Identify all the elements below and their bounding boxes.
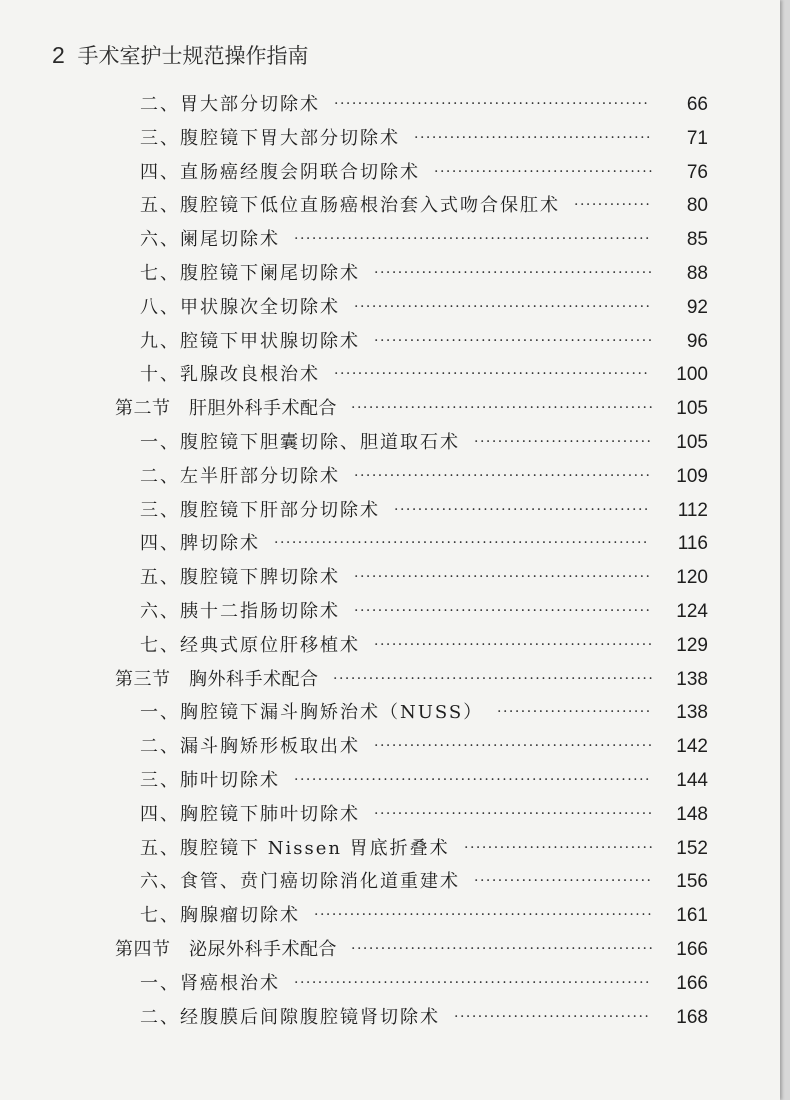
- toc-entry-row[interactable]: [0, 223, 780, 257]
- toc-page-number: 109: [676, 465, 708, 487]
- toc-page-number: 116: [677, 533, 708, 555]
- toc-leader-dots: ····························································: [294, 771, 652, 788]
- toc-entry-title: 八、甲状腺次全切除术: [140, 296, 340, 318]
- toc-entry-title: 六、阑尾切除术: [140, 229, 280, 251]
- toc-leader-dots: ································: [464, 839, 655, 856]
- toc-leader-dots: ···············································: [374, 332, 654, 349]
- toc-entry-title: 三、腹腔镜下肝部分切除术: [140, 499, 380, 521]
- toc-leader-dots: ··················································: [354, 602, 652, 619]
- toc-page-number: 85: [686, 229, 708, 251]
- toc-entry-row[interactable]: [0, 730, 780, 764]
- toc-entry-title: 五、腹腔镜下低位直肠癌根治套入式吻合保肛术: [140, 195, 560, 217]
- toc-entry-title: 三、腹腔镜下胃大部分切除术: [140, 127, 400, 149]
- toc-leader-dots: ···············································: [374, 805, 654, 822]
- toc-entry-title: 二、漏斗胸矫形板取出术: [140, 736, 360, 758]
- toc-page-number: 105: [676, 398, 708, 420]
- toc-entry-row[interactable]: [0, 494, 780, 528]
- toc-page-number: 166: [676, 938, 708, 960]
- toc-entry-row[interactable]: [0, 865, 780, 899]
- toc-entry-title: 二、胃大部分切除术: [140, 94, 320, 115]
- toc-page-number: 144: [676, 769, 708, 791]
- toc-entry-title: 七、腹腔镜下阑尾切除术: [140, 262, 360, 284]
- toc-leader-dots: ···············································: [374, 738, 654, 755]
- toc-entry-title: 九、腔镜下甲状腺切除术: [140, 330, 360, 352]
- toc-leader-dots: ···········································: [394, 501, 650, 518]
- toc-leader-dots: ···············································: [374, 636, 654, 653]
- toc-leader-dots: ·····································: [434, 163, 655, 180]
- toc-section-title: 第二节 肝胆外科手术配合: [115, 398, 337, 420]
- toc-page-number: 138: [676, 702, 708, 724]
- toc-entry-row[interactable]: [0, 967, 780, 1001]
- toc-entry-title: 一、肾癌根治术: [140, 972, 280, 994]
- toc-entry-title: 一、胸腔镜下漏斗胸矫治术（NUSS）: [140, 702, 484, 724]
- toc-section-row[interactable]: [0, 933, 780, 967]
- toc-page-number: 80: [686, 195, 708, 217]
- toc-leader-dots: ··················································: [354, 298, 652, 315]
- toc-entry-title: 五、腹腔镜下脾切除术: [140, 567, 340, 589]
- toc-page-number: 120: [676, 567, 708, 589]
- toc-leader-dots: ······························: [474, 433, 653, 450]
- toc-page-number: 148: [676, 803, 708, 825]
- toc-leader-dots: ···················································: [351, 400, 655, 417]
- toc-page-number: 112: [677, 499, 708, 521]
- toc-leader-dots: ···················································: [351, 940, 655, 957]
- toc-leader-dots: ··················································: [354, 569, 652, 586]
- toc-page-number: 88: [686, 262, 708, 284]
- toc-entry-row[interactable]: [0, 629, 780, 663]
- toc-page-number: 66: [686, 94, 708, 115]
- toc-entry-title: 十、乳腺改良根治术: [140, 364, 320, 386]
- header-book-title: 手术室护士规范操作指南: [77, 44, 309, 68]
- toc-section-row[interactable]: [0, 392, 780, 426]
- toc-page-number: 129: [676, 634, 708, 656]
- toc-page-number: 92: [686, 296, 708, 318]
- toc-page-number: 161: [676, 905, 708, 927]
- toc-page-number: 76: [686, 161, 708, 183]
- toc-entry-title: 三、肺叶切除术: [140, 769, 280, 791]
- header-page-number: 2: [52, 42, 65, 68]
- toc-entry-title: 二、左半肝部分切除术: [140, 465, 340, 487]
- toc-page-number: 96: [686, 330, 708, 352]
- toc-entry-title: 七、胸腺瘤切除术: [140, 905, 300, 927]
- toc-entry-row[interactable]: [0, 122, 780, 156]
- toc-page-number: 142: [676, 736, 708, 758]
- toc-entry-row[interactable]: [0, 527, 780, 561]
- toc-page-number: 168: [676, 1006, 708, 1028]
- toc-entry-title: 二、经腹膜后间隙腹腔镜肾切除术: [140, 1006, 440, 1028]
- toc-page-number: 156: [676, 871, 708, 893]
- toc-entry-row[interactable]: [0, 156, 780, 190]
- toc-section-title: 第三节 胸外科手术配合: [115, 668, 319, 690]
- toc-section-title: 第四节 泌尿外科手术配合: [115, 938, 337, 960]
- toc-section-row[interactable]: [0, 663, 780, 697]
- toc-page-number: 166: [676, 972, 708, 994]
- toc-leader-dots: ·····················································: [334, 96, 650, 112]
- toc-entry-row[interactable]: [0, 595, 780, 629]
- toc-leader-dots: ····························································: [294, 231, 652, 248]
- toc-leader-dots: ···············································: [374, 264, 654, 281]
- toc-entry-title: 五、腹腔镜下 Nissen 胃底折叠术: [140, 837, 450, 859]
- toc-entry-title: 四、直肠癌经腹会阴联合切除术: [140, 161, 420, 183]
- toc-entry-title: 七、经典式原位肝移植术: [140, 634, 360, 656]
- toc-entry-row[interactable]: [0, 899, 780, 933]
- toc-entry-row[interactable]: [0, 426, 780, 460]
- toc-leader-dots: ··························: [497, 704, 652, 721]
- toc-entry-row[interactable]: [0, 325, 780, 359]
- toc-entry-row[interactable]: [0, 561, 780, 595]
- toc-entry-row[interactable]: [0, 189, 780, 223]
- toc-entry-row[interactable]: [0, 1001, 780, 1035]
- toc-page-number: 71: [686, 127, 708, 149]
- toc-leader-dots: ·······························································: [274, 535, 649, 552]
- toc-entry-row[interactable]: [0, 798, 780, 832]
- toc-entry-row[interactable]: [0, 832, 780, 866]
- toc-entry-title: 六、胰十二指肠切除术: [140, 600, 340, 622]
- table-of-contents: [0, 88, 780, 1034]
- toc-leader-dots: ······················································: [333, 670, 655, 687]
- toc-entry-row[interactable]: [0, 358, 780, 392]
- toc-entry-title: 四、脾切除术: [140, 533, 260, 555]
- toc-leader-dots: ··················································: [354, 467, 652, 484]
- toc-entry-row[interactable]: [0, 88, 780, 122]
- toc-page-number: 124: [676, 600, 708, 622]
- toc-entry-row[interactable]: [0, 764, 780, 798]
- toc-leader-dots: ·············: [574, 197, 652, 214]
- toc-page-number: 138: [676, 668, 708, 690]
- toc-entry-row[interactable]: [0, 460, 780, 494]
- toc-entry-row[interactable]: [0, 257, 780, 291]
- toc-entry-title: 四、胸腔镜下肺叶切除术: [140, 803, 360, 825]
- toc-entry-title: 一、腹腔镜下胆囊切除、胆道取石术: [140, 431, 460, 453]
- toc-leader-dots: ·································: [454, 1008, 651, 1025]
- running-header: [52, 40, 308, 70]
- toc-leader-dots: ····························································: [294, 974, 652, 991]
- toc-entry-title: 六、食管、贲门癌切除消化道重建术: [140, 871, 460, 893]
- toc-page-number: 152: [676, 837, 708, 859]
- toc-leader-dots: ·························································: [314, 907, 654, 924]
- toc-leader-dots: ········································: [414, 129, 653, 146]
- toc-entry-row[interactable]: [0, 696, 780, 730]
- toc-leader-dots: ·····················································: [334, 366, 650, 383]
- toc-page-number: 100: [676, 364, 708, 386]
- toc-page-number: 105: [676, 431, 708, 453]
- toc-leader-dots: ······························: [474, 873, 653, 890]
- toc-entry-row[interactable]: [0, 291, 780, 325]
